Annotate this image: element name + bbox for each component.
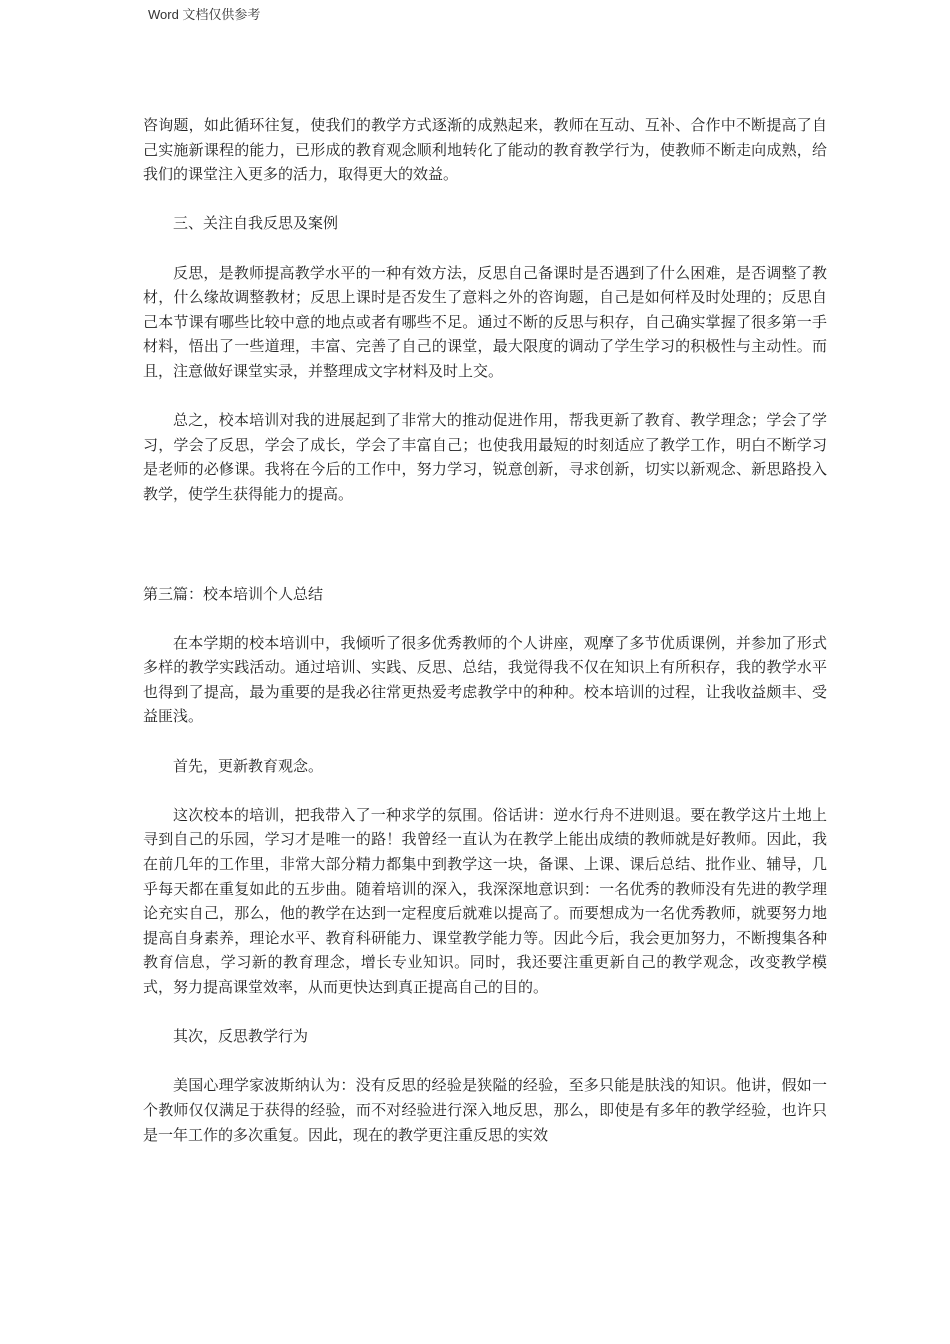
section-heading-first: 首先，更新教育观念。 [173, 756, 324, 775]
document-header: Word 文档仅供参考 [148, 7, 261, 22]
chapter-title: 第三篇：校本培训个人总结 [143, 584, 324, 603]
document-body [143, 113, 827, 1147]
section-heading-self-reflection: 三、关注自我反思及案例 [173, 214, 339, 233]
paragraph-reflection: 反思，是教师提高教学水平的一种有效方法，反思自己备课时是否遇到了什么困难，是否调整了教材，什么缘故调整教材；反思上课时是否发生了意料之外的咨询题，自己是如何样及时处理的；反思自己本节课有哪些比较中意的地点或者有哪些不足。通过不断的反思与积存，自己确实掌握了很多第一手材料，悟出了一些道理，丰富、完善了自己的课堂，最大限度的调动了学生学习的积极性与主动性。而且，注意做好课堂实录，并整理成文字材料及时上交。 [143, 263, 827, 380]
paragraph-continuation: 咨询题，如此循环往复，使我们的教学方式逐渐的成熟起来，教师在互动、互补、合作中不断提高了自己实施新课程的能力，已形成的教育观念顺利地转化了能动的教育教学行为，使教师不断走向成熟，给我们的课堂注入更多的活力，取得更大的效益。 [143, 116, 827, 184]
paragraph-update-concepts: 这次校本的培训，把我带入了一种求学的氛围。俗话讲：逆水行舟不进则退。要在教学这片土地上寻到自己的乐园，学习才是唯一的路！我曾经一直认为在教学上能出成绩的教师就是好教师。因此，我在前几年的工作里，非常大部分精力都集中到教学这一块，备课、上课、课后总结、批作业、辅导，几乎每天都在重复如此的五步曲。随着培训的深入，我深深地意识到：一名优秀的教师没有先进的教学理论充实自己，那么，他的教学在达到一定程度后就难以提高了。而要想成为一名优秀教师，就要努力地提高自身素养，理论水平、教育科研能力、课堂教学能力等。因此今后，我会更加努力，不断搜集各种教育信息，学习新的教育理念，增长专业知识。同时，我还要注重更新自己的教学观念，改变教学模式，努力提高课堂效率，从而更快达到真正提高自己的目的。 [143, 805, 827, 996]
paragraph-reflect-behavior: 美国心理学家波斯纳认为：没有反思的经验是狭隘的经验，至多只能是肤浅的知识。他讲，假如一个教师仅仅满足于获得的经验，而不对经验进行深入地反思，那么，即使是有多年的教学经验，也许只是一年工作的多次重复。因此，现在的教学更注重反思的实效 [143, 1076, 827, 1144]
paragraph-conclusion: 总之，校本培训对我的进展起到了非常大的推动促进作用，帮我更新了教育、教学理念；学会了学习，学会了反思，学会了成长，学会了丰富自己；也使我用最短的时刻适应了教学工作，明白不断学习是老师的必修课。我将在今后的工作中，努力学习，锐意创新，寻求创新，切实以新观念、新思路投入教学，使学生获得能力的提高。 [143, 411, 827, 503]
paragraph-intro: 在本学期的校本培训中，我倾听了很多优秀教师的个人讲座，观摩了多节优质课例，并参加了形式多样的教学实践活动。通过培训、实践、反思、总结，我觉得我不仅在知识上有所积存，我的教学水平也得到了提高，最为重要的是我必往常更热爱考虑教学中的种种。校本培训的过程，让我收益颇丰、受益匪浅。 [143, 633, 827, 726]
section-heading-second: 其次，反思教学行为 [173, 1027, 309, 1046]
